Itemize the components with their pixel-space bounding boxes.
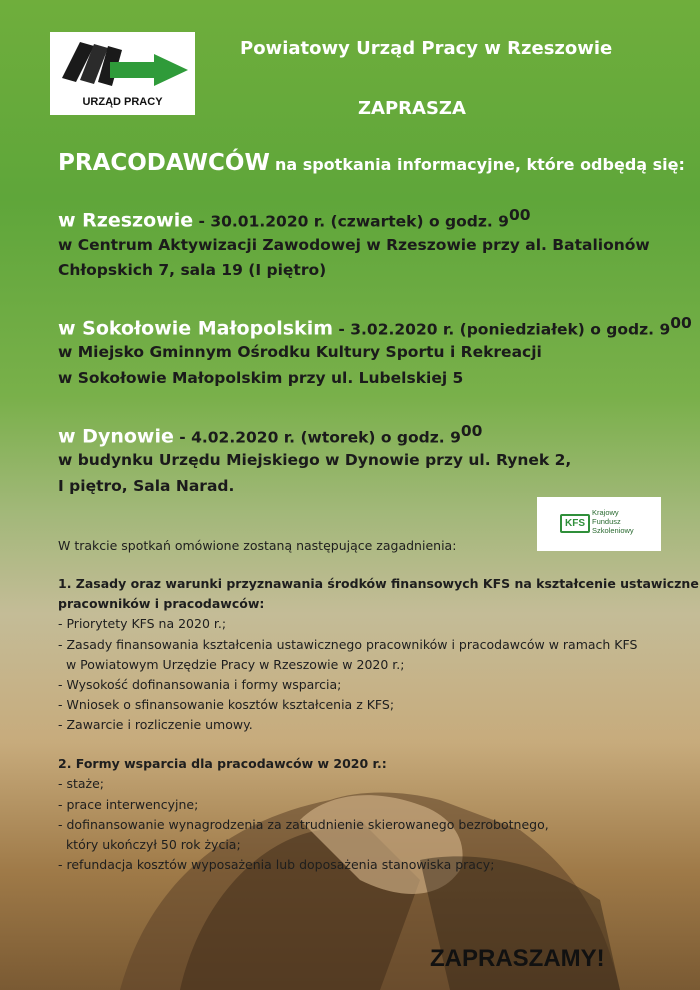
meeting-address-line: w Centrum Aktywizacji Zawodowej w Rzeszowie przy al. Batalionów xyxy=(58,236,650,254)
meeting-minutes: 00 xyxy=(508,206,531,224)
invites-label: ZAPRASZA xyxy=(358,98,466,119)
office-title: Powiatowy Urząd Pracy w Rzeszowie xyxy=(240,38,613,59)
list-item: - prace interwencyjne; xyxy=(58,797,199,812)
meeting-sokolow-heading xyxy=(58,314,692,339)
meeting-address-line: w Miejsko Gminnym Ośrodku Kultury Sportu i Rekreacji xyxy=(58,343,542,361)
logo-cards-arrow-icon xyxy=(50,32,195,92)
list-item: - dofinansowanie wynagrodzenia za zatrudnienie skierowanego bezrobotnego, xyxy=(58,817,549,832)
list-item: - Zawarcie i rozliczenie umowy. xyxy=(58,717,253,732)
list-item: - refundacja kosztów wyposażenia lub doposażenia stanowiska pracy; xyxy=(58,857,495,872)
meeting-address-line: I piętro, Sala Narad. xyxy=(58,477,235,495)
kfs-logo xyxy=(537,497,661,551)
section2-heading: 2. Formy wsparcia dla pracodawców w 2020 r.: xyxy=(58,756,387,771)
meeting-city: w Sokołowie Małopolskim xyxy=(58,317,334,340)
meeting-date: - 4.02.2020 r. (wtorek) o godz. 9 xyxy=(173,428,461,447)
list-item: - Wysokość dofinansowania i formy wsparcia; xyxy=(58,677,342,692)
meeting-minutes: 00 xyxy=(670,314,692,332)
closing-invitation: ZAPRASZAMY! xyxy=(430,945,605,972)
meetings-subtitle: na spotkania informacyjne, które odbędą się: xyxy=(274,155,685,174)
urzad-pracy-logo xyxy=(50,32,195,115)
meeting-rzeszow-heading xyxy=(58,206,531,231)
list-item: w Powiatowym Urzędzie Pracy w Rzeszowie w 2020 r.; xyxy=(58,657,405,672)
list-item: - Zasady finansowania kształcenia ustawicznego pracowników i pracodawców w ramach KFS xyxy=(58,637,638,652)
meeting-address-line: w Sokołowie Małopolskim przy ul. Lubelskiej 5 xyxy=(58,369,464,387)
section1-heading: 1. Zasady oraz warunki przyznawania środków finansowych KFS na kształcenie ustawiczne xyxy=(58,576,699,591)
meeting-minutes: 00 xyxy=(460,422,483,440)
logo-text: URZĄD PRACY xyxy=(82,96,163,108)
kfs-name: Krajowy Fundusz Szkoleniowy xyxy=(592,508,634,535)
meeting-date: - 3.02.2020 r. (poniedziałek) o godz. 9 xyxy=(333,320,671,339)
meeting-address-line: w budynku Urzędu Miejskiego w Dynowie przy ul. Rynek 2, xyxy=(58,451,572,469)
meeting-dynow-heading xyxy=(58,422,482,447)
employers-label: PRACODAWCÓW xyxy=(58,150,270,176)
list-item: który ukończył 50 rok życia; xyxy=(58,837,241,852)
meeting-city: w Dynowie xyxy=(58,425,174,448)
meeting-date: - 30.01.2020 r. (czwartek) o godz. 9 xyxy=(193,212,509,231)
meeting-city: w Rzeszowie xyxy=(58,209,194,232)
meeting-address-line: Chłopskich 7, sala 19 (I piętro) xyxy=(58,261,327,279)
list-item: - Priorytety KFS na 2020 r.; xyxy=(58,616,227,631)
list-item: - staże; xyxy=(58,776,105,791)
list-item: - Wniosek o sfinansowanie kosztów kształcenia z KFS; xyxy=(58,697,395,712)
employers-line xyxy=(58,150,685,176)
topics-intro: W trakcie spotkań omówione zostaną następujące zagadnienia: xyxy=(58,538,457,553)
section1-heading: pracowników i pracodawców: xyxy=(58,596,265,611)
kfs-badge: KFS xyxy=(560,514,590,533)
